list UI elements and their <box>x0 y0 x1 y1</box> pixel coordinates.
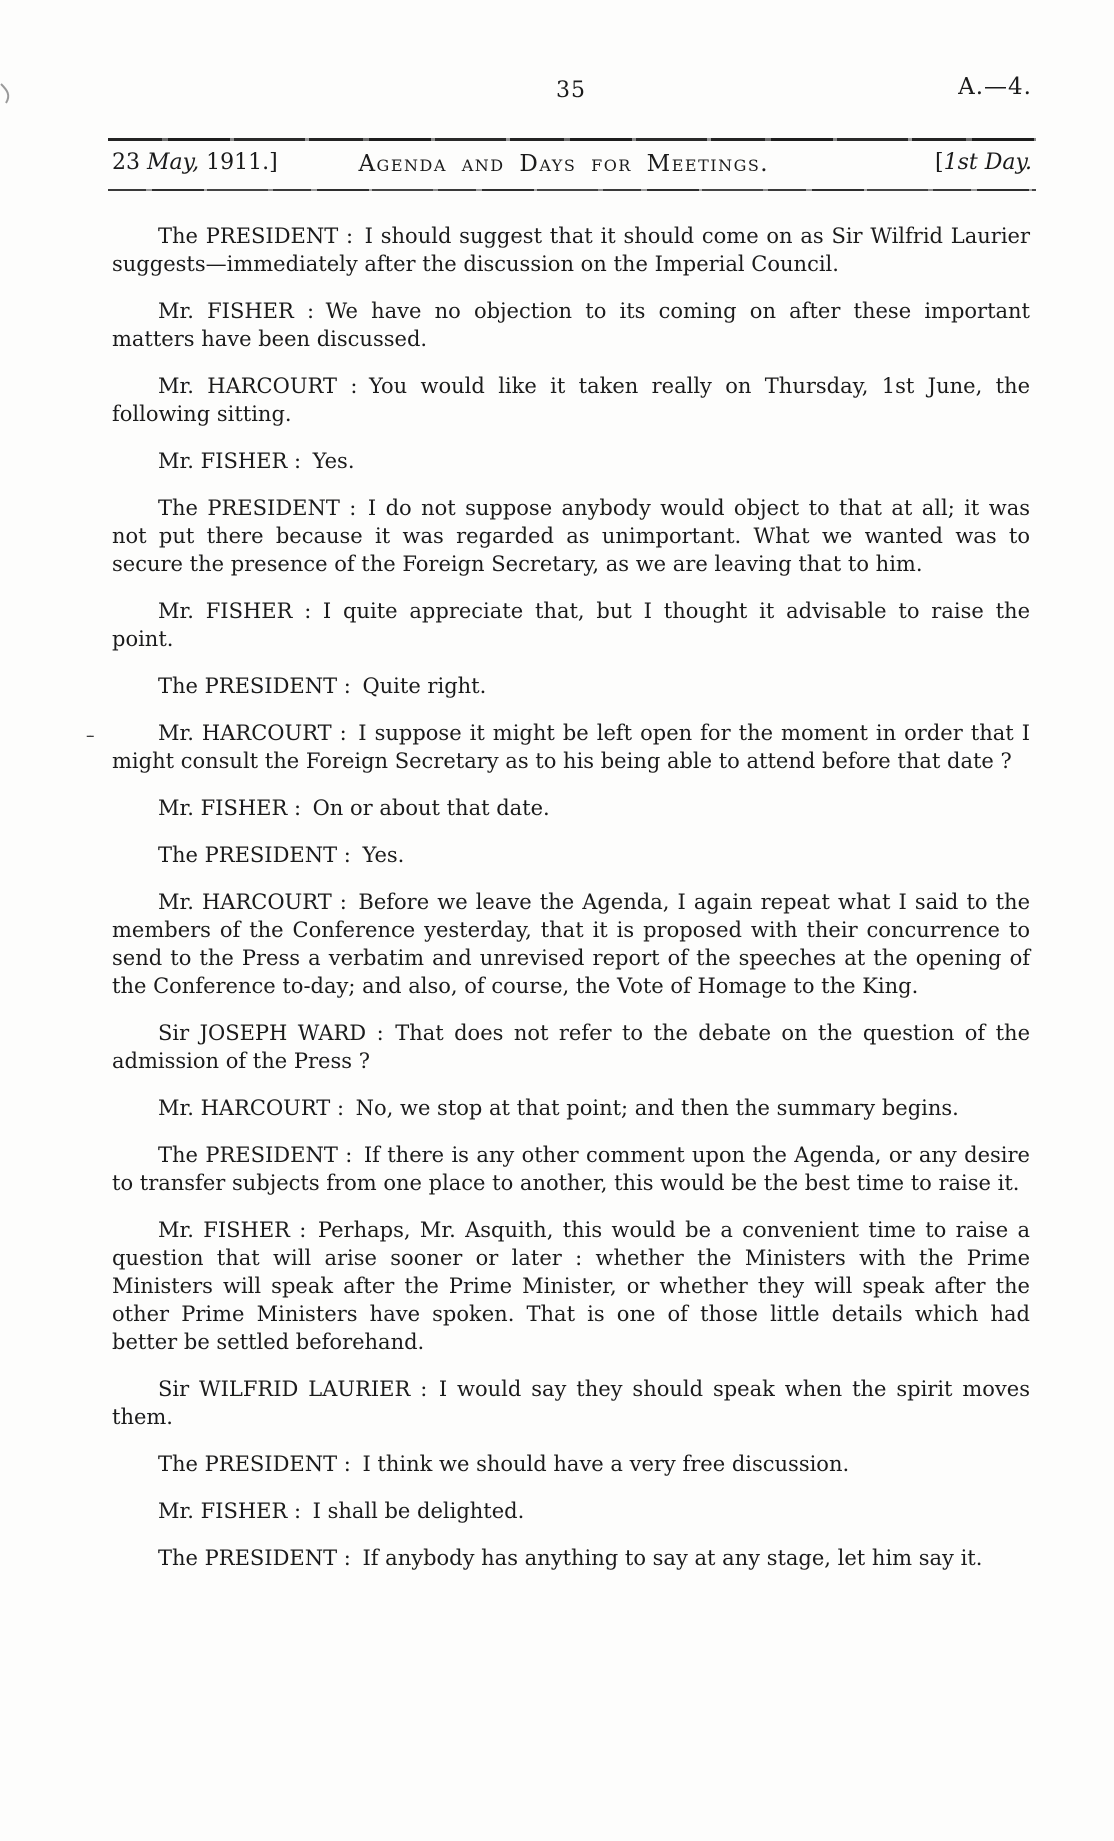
header-rule-top <box>108 138 1036 141</box>
speech-text: Quite right. <box>362 674 487 698</box>
header-rule-bottom <box>108 189 1036 191</box>
scan-artifact-mark <box>0 82 18 106</box>
speech-text: That does not refer to the debate on the question of the admission of the Press ? <box>112 1021 1030 1073</box>
speech-text: I suppose it might be left open for the moment in order that I might consult the Foreign Secretary as to his being able to attend before that date ? <box>112 721 1030 773</box>
dialogue-body <box>112 222 1030 1591</box>
dialogue-paragraph <box>112 1375 1030 1431</box>
speech-text: If anybody has anything to say at any stage, let him say it. <box>362 1546 983 1570</box>
dialogue-paragraph <box>112 447 1030 475</box>
speaker-name: The PRESIDENT : <box>158 843 351 867</box>
speaker-name: Mr. FISHER : <box>158 449 302 473</box>
speech-text: I think we should have a very free discussion. <box>362 1452 850 1476</box>
speaker-name: The PRESIDENT : <box>158 1143 353 1167</box>
speaker-name: Mr. FISHER : <box>158 1499 302 1523</box>
dialogue-paragraph <box>112 1544 1030 1572</box>
dialogue-paragraph <box>112 597 1030 653</box>
running-head <box>112 150 1032 182</box>
page-number: 35 <box>556 78 586 103</box>
speaker-name: Mr. FISHER : <box>158 299 315 323</box>
speaker-name: Mr. HARCOURT : <box>158 890 347 914</box>
speaker-name: Mr. FISHER : <box>158 796 302 820</box>
speech-text: I should suggest that it should come on as Sir Wilfrid Laurier suggests—immediately after the discussion on the Imperial Council. <box>112 224 1030 276</box>
speaker-name: Mr. FISHER : <box>158 599 312 623</box>
speaker-name: Sir JOSEPH WARD : <box>158 1021 384 1045</box>
dialogue-paragraph <box>112 372 1030 428</box>
speech-text: No, we stop at that point; and then the summary begins. <box>355 1096 959 1120</box>
speech-text: Yes. <box>362 843 405 867</box>
speaker-name: The PRESIDENT : <box>158 496 357 520</box>
speaker-name: The PRESIDENT : <box>158 674 351 698</box>
speaker-name: Mr. FISHER : <box>158 1218 307 1242</box>
speech-text: On or about that date. <box>312 796 550 820</box>
speaker-name: Mr. HARCOURT : <box>158 721 347 745</box>
dialogue-paragraph <box>112 794 1030 822</box>
running-head-day: [1st Day. <box>935 150 1032 175</box>
speaker-name: Mr. HARCOURT : <box>158 1096 345 1120</box>
speaker-name: The PRESIDENT : <box>158 224 354 248</box>
dialogue-paragraph <box>112 672 1030 700</box>
speech-text: I shall be delighted. <box>312 1499 525 1523</box>
dialogue-paragraph <box>112 1019 1030 1075</box>
speech-text: Perhaps, Mr. Asquith, this would be a convenient time to raise a question that will arise sooner or later : whether the Ministers with the Prime Ministers will speak after the Prime Minister, or whether they will speak after the other Prime Ministers have spoken. That is one of those little details which had better be settled beforehand. <box>112 1218 1030 1354</box>
speech-text: We have no objection to its coming on after these important matters have been discussed. <box>112 299 1030 351</box>
speaker-name: The PRESIDENT : <box>158 1452 351 1476</box>
dialogue-paragraph <box>112 888 1030 1000</box>
speaker-name: The PRESIDENT : <box>158 1546 351 1570</box>
margin-press-mark: -- <box>86 726 92 746</box>
speech-text: Before we leave the Agenda, I again repeat what I said to the members of the Conference yesterday, that it is proposed with their concurrence to send to the Press a verbatim and unrevised report of the speeches at the opening of the Conference to-day; and also, of course, the Vote of Homage to the King. <box>112 890 1030 998</box>
speaker-name: Mr. HARCOURT : <box>158 374 358 398</box>
dialogue-paragraph <box>112 719 1030 775</box>
speech-text: You would like it taken really on Thursday, 1st June, the following sitting. <box>112 374 1030 426</box>
dialogue-paragraph <box>112 297 1030 353</box>
dialogue-paragraph <box>112 1216 1030 1356</box>
speech-text: If there is any other comment upon the Agenda, or any desire to transfer subjects from one place to another, this would be the best time to raise it. <box>112 1143 1030 1195</box>
dialogue-paragraph <box>112 1497 1030 1525</box>
dialogue-paragraph <box>112 1450 1030 1478</box>
running-head-title: Agenda and Days for Meetings. <box>358 151 770 177</box>
speech-text: I quite appreciate that, but I thought it advisable to raise the point. <box>112 599 1030 651</box>
dialogue-paragraph <box>112 222 1030 278</box>
dialogue-paragraph <box>112 494 1030 578</box>
document-reference: A.—4. <box>958 74 1032 100</box>
dialogue-paragraph <box>112 1094 1030 1122</box>
speech-text: I would say they should speak when the spirit moves them. <box>112 1377 1031 1429</box>
speech-text: I do not suppose anybody would object to that at all; it was not put there because it was regarded as unimportant. What we wanted was to secure the presence of the Foreign Secretary, as we are leaving that to him. <box>112 496 1030 576</box>
speaker-name: Sir WILFRID LAURIER : <box>158 1377 428 1401</box>
speech-text: Yes. <box>312 449 355 473</box>
dialogue-paragraph <box>112 841 1030 869</box>
dialogue-paragraph <box>112 1141 1030 1197</box>
running-head-date: 23 May, 1911.] <box>112 150 278 175</box>
